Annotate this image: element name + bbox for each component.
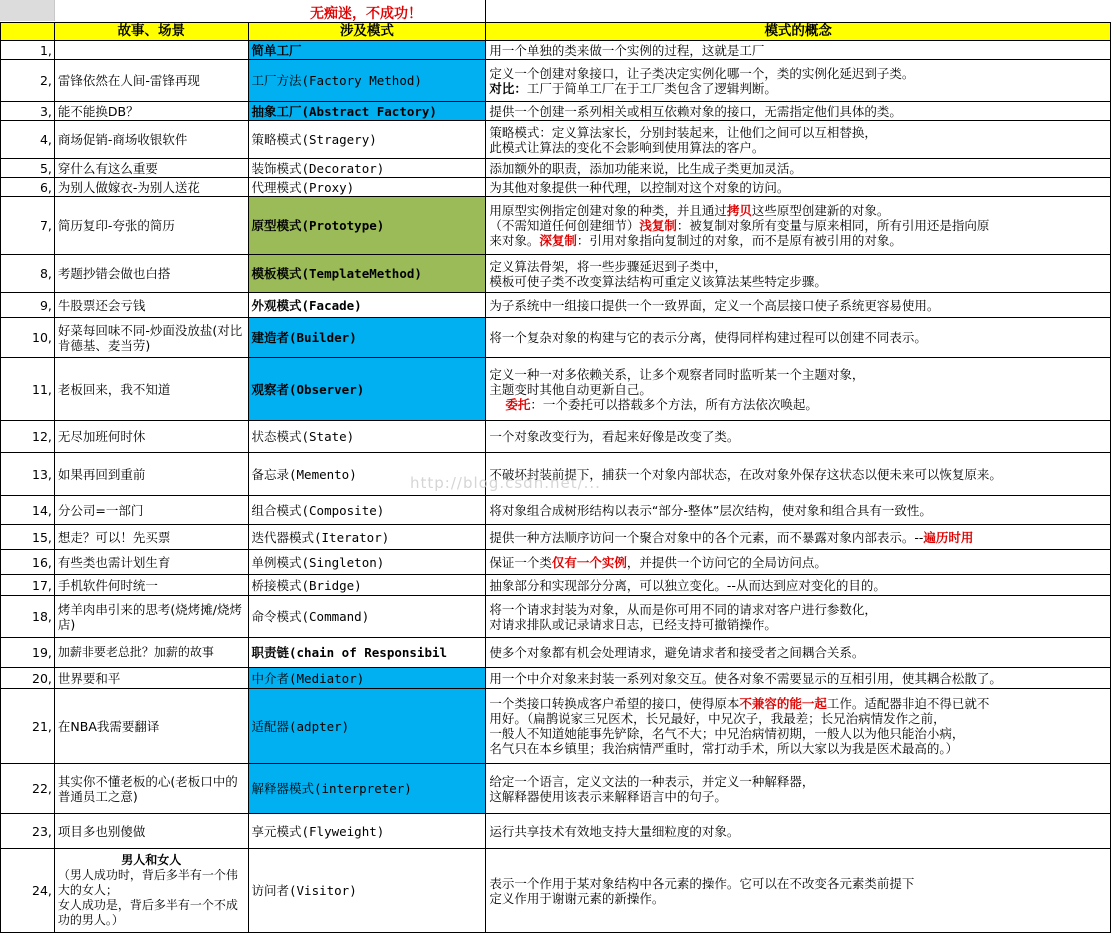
table-row <box>1 121 1111 159</box>
row-number: 2, <box>1 60 55 102</box>
concept-cell <box>486 197 1111 255</box>
concept-line: 定义算法骨架，将一些步骤延迟到子类中， <box>489 258 727 274</box>
concept-cell <box>486 689 1111 764</box>
pattern-cell: 命令模式(Command) <box>248 596 486 638</box>
concept-line: 一般人不知道她能事先铲除，名气不大；中兄治病情初期，一般人以为他只能治小病， <box>489 726 965 741</box>
concept-cell: 提供一个创建一系列相关或相互依赖对象的接口，无需指定他们具体的类。 <box>486 102 1111 121</box>
highlight-text: 仅有一个实例 <box>551 554 627 570</box>
pattern-cell: 迭代器模式(Iterator) <box>248 525 486 550</box>
concept-text: 用原型实例指定创建对象的种类，并且通过 <box>489 203 727 218</box>
highlight-text: 浅复制 <box>639 218 677 233</box>
pattern-cell: 组合模式(Composite) <box>248 496 486 525</box>
title-banner <box>0 0 1111 23</box>
concept-text: 工作。适配器非迫不得已就不 <box>826 696 990 711</box>
concept-text: 来对象。 <box>489 233 540 248</box>
scene-cell: 能不能换DB？ <box>54 102 248 121</box>
header-row <box>1 23 1111 41</box>
highlight-text: 遍历时用 <box>923 529 974 545</box>
scene-cell: 加薪非要老总批？加薪的故事 <box>54 638 248 668</box>
concept-cell: 用一个中介对象来封装一系列对象交互。使各对象不需要显示的互相引用，使其耦合松散了。 <box>486 668 1111 689</box>
scene-cell: 好菜每回味不同-炒面没放盐(对比肯德基、麦当劳) <box>54 318 248 358</box>
row-number: 18, <box>1 596 55 638</box>
table-row <box>1 255 1111 293</box>
row-number: 17, <box>1 575 55 596</box>
concept-line: 策略模式：定义算法家长，分别封装起来，让他们之间可以互相替换， <box>489 124 877 140</box>
concept-line: 定义一种一对多依赖关系，让多个观察者同时监听某一个主题对象， <box>489 366 865 382</box>
concept-cell: 将对象组合成树形结构以表示“部分-整体”层次结构，使对象和组合具有一致性。 <box>486 496 1111 525</box>
concept-cell <box>486 550 1111 575</box>
table-row <box>1 102 1111 121</box>
row-number: 10, <box>1 318 55 358</box>
concept-cell: 为其他对象提供一种代理，以控制对这个对象的访问。 <box>486 178 1111 197</box>
scene-cell: 项目多也别傻做 <box>54 814 248 849</box>
concept-cell: 用一个单独的类来做一个实例的过程，这就是工厂 <box>486 41 1111 60</box>
pattern-cell: 装饰模式(Decorator) <box>248 159 486 178</box>
highlight-text: 不兼容的能一起 <box>739 696 827 711</box>
scene-cell: 牛股票还会亏钱 <box>54 293 248 318</box>
pattern-cell: 职责链(chain of Responsibil <box>248 638 486 668</box>
table-row <box>1 421 1111 453</box>
scene-cell: 商场促销-商场收银软件 <box>54 121 248 159</box>
cell-border <box>485 0 486 22</box>
row-number: 3, <box>1 102 55 121</box>
pattern-cell: 工厂方法(Factory Method) <box>248 60 486 102</box>
concept-cell: 抽象部分和实现部分分离，可以独立变化。--从而达到应对变化的目的。 <box>486 575 1111 596</box>
pattern-cell: 备忘录(Memento) <box>248 453 486 496</box>
concept-text: ：被复制对象所有变量与原来相同，所有引用还是指向原 <box>676 218 990 233</box>
table-row <box>1 689 1111 764</box>
table-row <box>1 496 1111 525</box>
pattern-cell: 状态模式(State) <box>248 421 486 453</box>
scene-cell <box>54 41 248 60</box>
concept-cell <box>486 358 1111 421</box>
scene-cell <box>54 849 248 933</box>
scene-cell: 如果再回到重前 <box>54 453 248 496</box>
row-number: 15, <box>1 525 55 550</box>
pattern-cell: 解释器模式(interpreter) <box>248 764 486 814</box>
highlight-text: 深复制 <box>539 233 577 248</box>
concept-cell: 为子系统中一组接口提供一个一致界面，定义一个高层接口使子系统更容易使用。 <box>486 293 1111 318</box>
concept-cell <box>486 60 1111 102</box>
table-row <box>1 764 1111 814</box>
scene-cell: 为别人做嫁衣-为别人送花 <box>54 178 248 197</box>
pattern-cell: 访问者(Visitor) <box>248 849 486 933</box>
scene-cell: 世界要和平 <box>54 668 248 689</box>
concept-text: （不需知道任何创建细节） <box>489 218 640 233</box>
concept-cell: 一个对象改变行为，看起来好像是改变了类。 <box>486 421 1111 453</box>
concept-line: 此模式让算法的变化不会影响到使用算法的客户。 <box>489 139 765 155</box>
row-number: 9, <box>1 293 55 318</box>
concept-text: ：引用对象指向复制过的对象，而不是原有被引用的对象。 <box>576 233 902 248</box>
concept-line: 模板可使子类不改变算法结构可重定义该算法某些特定步骤。 <box>489 273 827 289</box>
concept-text: 一个类接口转换成客户希望的接口，使得原本 <box>489 696 740 711</box>
scene-line: 女人成功是，背后多半有一个不成功的男人。） <box>57 898 238 927</box>
concept-line: 用好。（扁鹊说家三兄医术，长兄最好，中兄次子，我最差；长兄治病情发作之前， <box>489 711 946 726</box>
header-concept: 模式的概念 <box>486 23 1111 41</box>
pattern-cell: 策略模式(Stragery) <box>248 121 486 159</box>
table-row <box>1 178 1111 197</box>
concept-text: ：一个委托可以搭载多个方法，所有方法依次唤起。 <box>530 396 818 412</box>
row-number: 19, <box>1 638 55 668</box>
table-row <box>1 197 1111 255</box>
concept-cell <box>486 255 1111 293</box>
table-row <box>1 358 1111 421</box>
header-scene: 故事、场景 <box>54 23 248 41</box>
concept-text: 保证一个类 <box>489 554 552 570</box>
scene-cell: 想走？可以！先买票 <box>54 525 248 550</box>
concept-line: 名气只在本乡镇里；我治病情严重时，常打动手术，所以大家以为我是医术最高的。） <box>489 741 959 756</box>
row-number: 6, <box>1 178 55 197</box>
concept-text: ，并提供一个访问它的全局访问点。 <box>626 554 827 570</box>
pattern-cell: 模板模式(TemplateMethod) <box>248 255 486 293</box>
concept-line: 定义作用于谢谢元素的新操作。 <box>489 890 665 906</box>
scene-cell: 简历复印-夸张的简历 <box>54 197 248 255</box>
table-row <box>1 41 1111 60</box>
concept-text: 这些原型创建新的对象。 <box>751 203 890 218</box>
table-row <box>1 668 1111 689</box>
concept-cell: 运行共享技术有效地支持大量细粒度的对象。 <box>486 814 1111 849</box>
scene-cell: 在NBA我需要翻译 <box>54 689 248 764</box>
concept-line <box>489 218 1107 233</box>
pattern-cell: 原型模式(Prototype) <box>248 197 486 255</box>
row-number: 16, <box>1 550 55 575</box>
row-number: 5, <box>1 159 55 178</box>
concept-line <box>489 696 1107 711</box>
scene-cell: 分公司=一部门 <box>54 496 248 525</box>
concept-line: 给定一个语言，定义文法的一种表示，并定义一种解释器， <box>489 773 815 789</box>
pattern-cell: 外观模式(Facade) <box>248 293 486 318</box>
pattern-cell: 中介者(Mediator) <box>248 668 486 689</box>
row-number: 22, <box>1 764 55 814</box>
concept-line: 对请求排队或记录请求日志，已经支持可撤销操作。 <box>489 616 777 632</box>
row-number: 11, <box>1 358 55 421</box>
concept-line <box>489 397 1107 412</box>
scene-cell: 雷锋依然在人间-雷锋再现 <box>54 60 248 102</box>
concept-line <box>489 203 1107 218</box>
concept-cell <box>486 849 1111 933</box>
sheet-title: 无痴迷，不成功！ <box>310 6 422 22</box>
table-row <box>1 318 1111 358</box>
concept-line <box>489 233 1107 248</box>
concept-line: 主题变时其他自动更新自己。 <box>489 381 652 397</box>
concept-cell: 将一个复杂对象的构建与它的表示分离，使得同样构建过程可以创建不同表示。 <box>486 318 1111 358</box>
header-num <box>1 23 55 41</box>
row-number: 23, <box>1 814 55 849</box>
table-row <box>1 814 1111 849</box>
table-row <box>1 849 1111 933</box>
scene-cell: 烤羊肉串引来的思考(烧烤摊/烧烤店) <box>54 596 248 638</box>
table-row <box>1 60 1111 102</box>
header-pattern: 涉及模式 <box>248 23 486 41</box>
pattern-cell: 建造者(Builder) <box>248 318 486 358</box>
concept-line: 表示一个作用于某对象结构中各元素的操作。它可以在不改变各元素类前提下 <box>489 875 915 891</box>
row-number: 13, <box>1 453 55 496</box>
concept-cell: 添加额外的职责，添加功能来说，比生成子类更加灵活。 <box>486 159 1111 178</box>
concept-line: 将一个请求封装为对象，从而是你可用不同的请求对客户进行参数化， <box>489 601 877 617</box>
table-row <box>1 638 1111 668</box>
row-number: 1, <box>1 41 55 60</box>
row-number: 24, <box>1 849 55 933</box>
concept-line <box>489 81 1107 96</box>
pattern-cell: 观察者(Observer) <box>248 358 486 421</box>
concept-cell <box>486 764 1111 814</box>
row-number: 7, <box>1 197 55 255</box>
table-row <box>1 159 1111 178</box>
concept-text: 工厂于简单工厂在于工厂类包含了逻辑判断。 <box>526 80 777 96</box>
scene-cell: 手机软件何时统一 <box>54 575 248 596</box>
row-header-cell <box>0 0 55 21</box>
scene-cell: 有些类也需计划生育 <box>54 550 248 575</box>
concept-text: 提供一种方法顺序访问一个聚合对象中的各个元素，而不暴露对象内部表示。-- <box>489 529 924 545</box>
concept-cell: 使多个对象都有机会处理请求，避免请求者和接受者之间耦合关系。 <box>486 638 1111 668</box>
row-number: 14, <box>1 496 55 525</box>
scene-cell: 考题抄错会做也白搭 <box>54 255 248 293</box>
concept-cell <box>486 596 1111 638</box>
table-row <box>1 575 1111 596</box>
table-row <box>1 550 1111 575</box>
concept-cell <box>486 525 1111 550</box>
row-number: 21, <box>1 689 55 764</box>
scene-title: 男人和女人 <box>121 853 182 867</box>
row-number: 12, <box>1 421 55 453</box>
scene-cell: 无尽加班何时休 <box>54 421 248 453</box>
scene-cell: 其实你不懂老板的心(老板口中的普通员工之意) <box>54 764 248 814</box>
watermark: http://blog.csdn.net/... <box>410 474 601 492</box>
pattern-cell: 适配器(adpter) <box>248 689 486 764</box>
highlight-text: 拷贝 <box>726 203 752 218</box>
compare-label: 对比： <box>489 80 527 96</box>
pattern-cell: 简单工厂 <box>248 41 486 60</box>
scene-cell: 老板回来，我不知道 <box>54 358 248 421</box>
highlight-text: 委托 <box>505 396 531 412</box>
pattern-cell: 单例模式(Singleton) <box>248 550 486 575</box>
concept-cell <box>486 121 1111 159</box>
scene-line: （男人成功时，背后多半有一个伟大的女人； <box>57 868 238 897</box>
concept-line: 这解释器使用该表示来解释语言中的句子。 <box>489 788 727 804</box>
pattern-cell: 享元模式(Flyweight) <box>248 814 486 849</box>
row-number: 4, <box>1 121 55 159</box>
table-row <box>1 596 1111 638</box>
concept-cell: 不破坏封装前提下，捕获一个对象内部状态，在改对象外保存这状态以便未来可以恢复原来。 <box>486 453 1111 496</box>
table-row <box>1 293 1111 318</box>
row-number: 8, <box>1 255 55 293</box>
scene-cell: 穿什么有这么重要 <box>54 159 248 178</box>
pattern-cell: 抽象工厂(Abstract Factory) <box>248 102 486 121</box>
concept-line: 定义一个创建对象接口，让子类决定实例化哪一个，类的实例化延迟到子类。 <box>489 65 915 81</box>
table-row <box>1 525 1111 550</box>
pattern-cell: 代理模式(Proxy) <box>248 178 486 197</box>
pattern-cell: 桥接模式(Bridge) <box>248 575 486 596</box>
row-number: 20, <box>1 668 55 689</box>
